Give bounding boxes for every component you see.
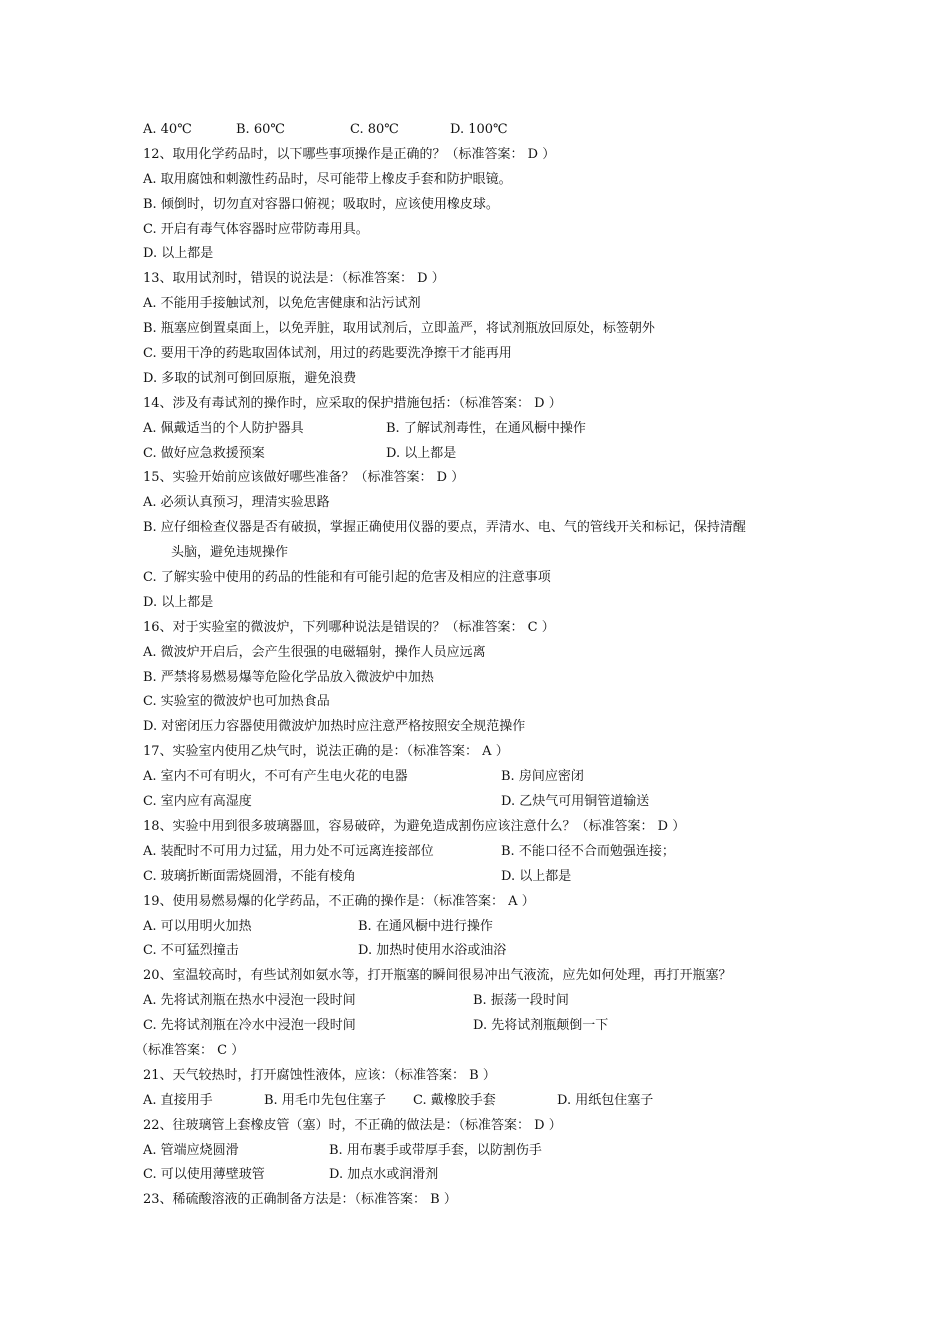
option-text: C. 要用干净的药匙取固体试剂，用过的药匙要洗净擦干才能再用 <box>143 346 512 362</box>
question-line <box>143 392 833 417</box>
question-text: 17、实验室内使用乙炔气时，说法正确的是：（标准答案： A ） <box>143 744 509 760</box>
option-text: D. 乙炔气可用铜管道输送 <box>501 794 650 810</box>
option-text: A. 40℃ <box>143 122 192 137</box>
option-line <box>143 690 833 715</box>
option-line <box>143 218 833 243</box>
option-text: D. 100℃ <box>450 122 508 137</box>
options-row <box>143 417 833 442</box>
option-text: B. 在通风橱中进行操作 <box>358 918 493 934</box>
options-row <box>143 118 833 143</box>
option-text: D. 加点水或润滑剂 <box>329 1167 439 1183</box>
option-continuation-line <box>143 541 833 566</box>
option-text: B. 60℃ <box>236 122 285 137</box>
option-text: A. 不能用手接触试剂，以免危害健康和沾污试剂 <box>143 296 421 312</box>
question-text: 14、涉及有毒试剂的操作时，应采取的保护措施包括：（标准答案： D ） <box>143 395 562 411</box>
option-text: A. 管端应烧圆滑 <box>143 1142 239 1158</box>
question-line <box>143 1064 833 1089</box>
question-line <box>143 1114 833 1139</box>
options-row <box>143 1139 833 1164</box>
option-text: C. 先将试剂瓶在冷水中浸泡一段时间 <box>143 1018 356 1034</box>
question-line <box>143 964 833 989</box>
option-line <box>143 317 833 342</box>
option-text: A. 室内不可有明火，不可有产生电火花的电器 <box>143 769 408 785</box>
question-line <box>143 616 833 641</box>
option-text: D. 以上都是 <box>143 246 214 262</box>
option-text: A. 佩戴适当的个人防护器具 <box>143 420 304 436</box>
option-line <box>143 516 833 541</box>
option-text: B. 严禁将易燃易爆等危险化学品放入微波炉中加热 <box>143 669 434 685</box>
option-continuation-text: 头脑，避免违规操作 <box>171 545 289 561</box>
answer-text: （标准答案： C ） <box>135 1042 245 1058</box>
question-text: 22、往玻璃管上套橡皮管（塞）时，不正确的做法是：（标准答案： D ） <box>143 1117 562 1133</box>
option-text: A. 装配时不可用力过猛，用力处不可远离连接部位 <box>143 843 434 859</box>
option-text: C. 实验室的微波炉也可加热食品 <box>143 694 330 710</box>
option-text: B. 用毛巾先包住塞子 <box>264 1092 386 1108</box>
option-text: C. 不可猛烈撞击 <box>143 943 239 959</box>
option-text: D. 先将试剂瓶颠倒一下 <box>473 1018 609 1034</box>
option-line <box>143 591 833 616</box>
option-text: C. 80℃ <box>350 122 399 137</box>
option-text: A. 可以用明火加热 <box>143 918 252 934</box>
option-text: C. 戴橡胶手套 <box>413 1092 496 1108</box>
option-text: B. 了解试剂毒性，在通风橱中操作 <box>386 420 586 436</box>
question-text: 12、取用化学药品时，以下哪些事项操作是正确的？（标准答案： D ） <box>143 146 556 162</box>
question-text: 19、使用易燃易爆的化学药品，不正确的操作是：（标准答案： A ） <box>143 893 535 909</box>
option-line <box>143 666 833 691</box>
option-text: B. 用布裹手或带厚手套，以防割伤手 <box>329 1142 542 1158</box>
option-text: D. 加热时使用水浴或油浴 <box>358 943 507 959</box>
option-text: C. 室内应有高湿度 <box>143 794 252 810</box>
option-text: A. 必须认真预习，理清实验思路 <box>143 495 330 511</box>
option-text: B. 房间应密闭 <box>501 769 584 785</box>
options-row <box>143 1163 833 1188</box>
option-line <box>143 566 833 591</box>
options-row <box>143 989 833 1014</box>
options-row <box>143 1089 833 1114</box>
option-text: D. 以上都是 <box>143 594 214 610</box>
option-text: D. 以上都是 <box>501 868 572 884</box>
question-text: 23、稀硫酸溶液的正确制备方法是：（标准答案： B ） <box>143 1192 457 1208</box>
question-line <box>143 890 833 915</box>
option-text: D. 多取的试剂可倒回原瓶，避免浪费 <box>143 370 357 386</box>
question-text: 16、对于实验室的微波炉，下列哪种说法是错误的？（标准答案： C ） <box>143 619 555 635</box>
option-text: D. 以上都是 <box>386 445 457 461</box>
question-list <box>135 118 833 1213</box>
option-text: B. 瓶塞应倒置桌面上，以免弄脏，取用试剂后，立即盖严，将试剂瓶放回原处，标签朝外 <box>143 321 655 337</box>
option-line <box>143 491 833 516</box>
option-text: A. 先将试剂瓶在热水中浸泡一段时间 <box>143 993 356 1009</box>
option-text: C. 可以使用薄壁玻管 <box>143 1167 265 1183</box>
option-text: D. 用纸包住塞子 <box>557 1092 654 1108</box>
option-line <box>143 168 833 193</box>
question-text: 20、室温较高时，有些试剂如氨水等，打开瓶塞的瞬间很易冲出气液流，应先如何处理，再打开瓶塞？ <box>143 968 732 984</box>
option-text: C. 做好应急救援预案 <box>143 445 265 461</box>
option-text: B. 不能口径不合而勉强连接； <box>501 843 675 859</box>
options-row <box>143 840 833 865</box>
option-text: A. 取用腐蚀和刺激性药品时，尽可能带上橡皮手套和防护眼镜。 <box>143 171 512 187</box>
option-line <box>143 242 833 267</box>
option-text: C. 开启有毒气体容器时应带防毒用具。 <box>143 221 369 237</box>
question-line <box>143 740 833 765</box>
options-row <box>143 939 833 964</box>
question-line <box>143 815 833 840</box>
option-line <box>143 292 833 317</box>
option-text: A. 直接用手 <box>143 1092 213 1108</box>
option-line <box>143 193 833 218</box>
options-row <box>143 1014 833 1039</box>
question-line <box>143 143 833 168</box>
option-text: B. 应仔细检查仪器是否有破损，掌握正确使用仪器的要点，弄清水、电、气的管线开关和标记，保持清醒 <box>143 520 746 536</box>
options-row <box>143 865 833 890</box>
option-line <box>143 641 833 666</box>
options-row <box>143 915 833 940</box>
question-text: 18、实验中用到很多玻璃器皿，容易破碎，为避免造成割伤应该注意什么？（标准答案： D ） <box>143 818 686 834</box>
option-text: C. 了解实验中使用的药品的性能和有可能引起的危害及相应的注意事项 <box>143 570 551 586</box>
options-row <box>143 442 833 467</box>
option-text: D. 对密闭压力容器使用微波炉加热时应注意严格按照安全规范操作 <box>143 719 526 735</box>
options-row <box>143 790 833 815</box>
options-row <box>143 765 833 790</box>
option-text: A. 微波炉开启后，会产生很强的电磁辐射，操作人员应远离 <box>143 644 486 660</box>
question-text: 13、取用试剂时，错误的说法是：（标准答案： D ） <box>143 271 445 287</box>
option-text: B. 振荡一段时间 <box>473 993 569 1009</box>
option-line <box>143 342 833 367</box>
question-line <box>143 267 833 292</box>
question-line <box>143 1188 833 1213</box>
option-line <box>143 367 833 392</box>
option-text: B. 倾倒时，切勿直对容器口俯视；吸取时，应该使用橡皮球。 <box>143 196 499 212</box>
answer-line <box>135 1039 833 1064</box>
option-text: C. 玻璃折断面需烧圆滑，不能有棱角 <box>143 868 356 884</box>
option-line <box>143 715 833 740</box>
question-line <box>143 466 833 491</box>
question-text: 21、天气较热时，打开腐蚀性液体，应该：（标准答案： B ） <box>143 1067 496 1083</box>
question-text: 15、实验开始前应该做好哪些准备？（标准答案： D ） <box>143 470 465 486</box>
